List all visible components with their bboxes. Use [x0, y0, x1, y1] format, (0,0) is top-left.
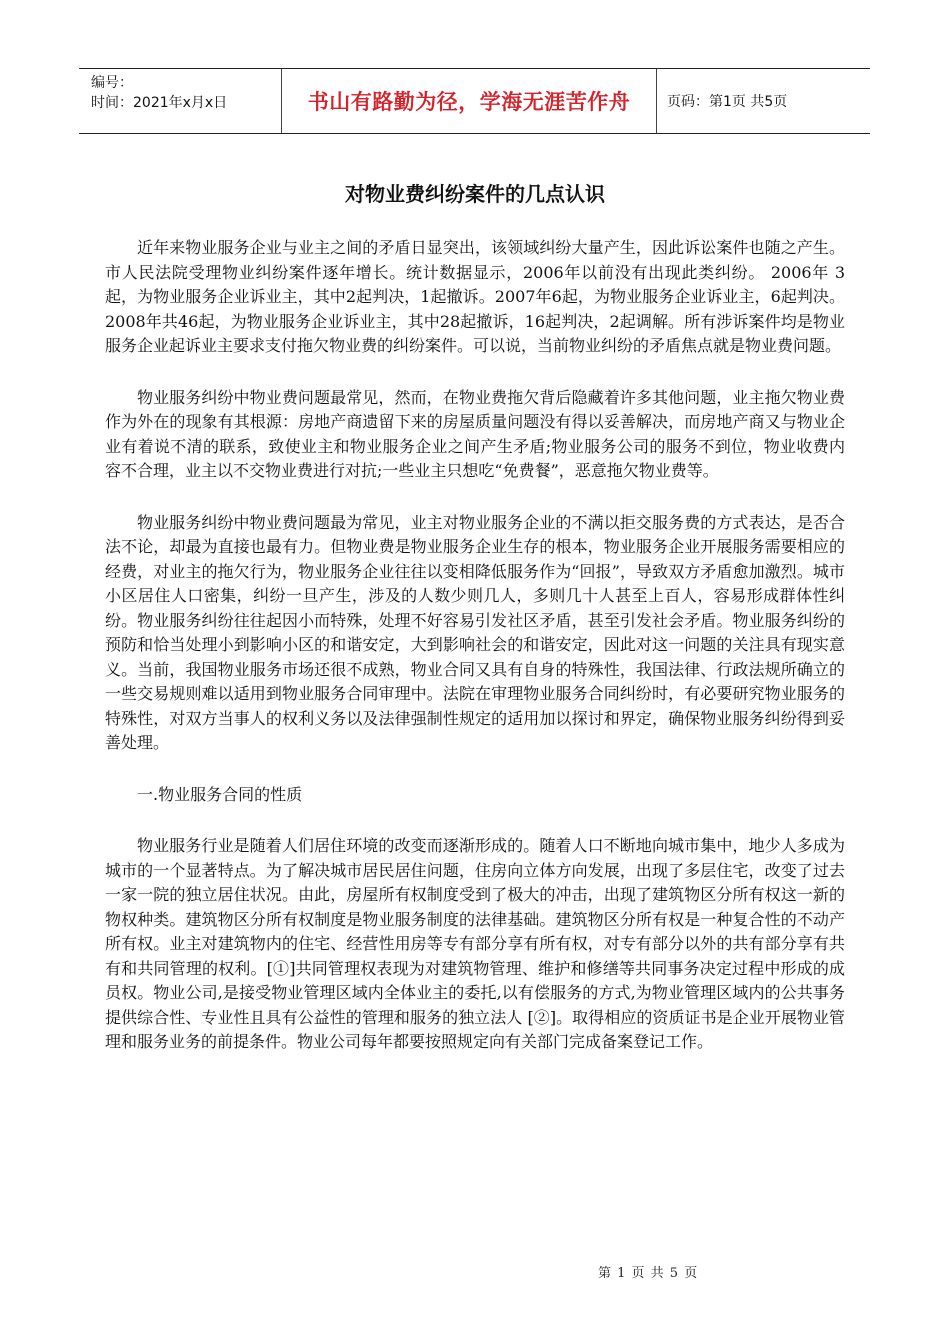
- section-heading: 一.物业服务合同的性质: [137, 784, 303, 804]
- paragraph-4: 物业服务行业是随着人们居住环境的改变而逐渐形成的。随着人口不断地向城市集中，地少人多成为城市的一个显著特点。为了解决城市居民居住问题，住房向立体方向发展，出现了多层住宅，改变了过去一家一院的独立居住状况。由此，房屋所有权制度受到了极大的冲击，出现了建筑物区分所有权这一新的物权种类。建筑物区分所有权制度是物业服务制度的法律基础。建筑物区分所有权是一种复合性的不动产所有权。业主对建筑物内的住宅、经营性用房等专有部分享有所有权，对专有部分以外的共有部分享有共有和共同管理的权利。[①]共同管理权表现为对建筑物管理、维护和修缮等共同事务决定过程中形成的成员权。物业公司,是接受物业管理区域内全体业主的委托,以有偿服务的方式,为物业管理区域内的公共事务提供综合性、专业性且具有公益性的管理和服务的独立法人 [②]。取得相应的资质证书是企业开展物业管理和服务业务的前提条件。物业公司每年都要按照规定向有关部门完成备案登记工作。: [105, 836, 845, 1051]
- motto: 书山有路勤为径，学海无涯苦作舟: [281, 69, 657, 133]
- document-header: [79, 68, 870, 134]
- page-info: 页码：第1页 共5页: [667, 94, 788, 110]
- document-body: [105, 236, 845, 1082]
- paragraph-3: 物业服务纠纷中物业费问题最为常见，业主对物业服务企业的不满以拒交服务费的方式表达，是否合法不论，却最为直接也最有力。但物业费是物业服务企业生存的根本，物业服务企业开展服务需要相应的经费，对业主的拖欠行为，物业服务企业往往以变相降低服务作为“回报”，导致双方矛盾愈加激烈。城市小区居住人口密集，纠纷一旦产生，涉及的人数少则几人，多则几十人甚至上百人，容易形成群体性纠纷。物业服务纠纷往往起因小而特殊，处理不好容易引发社区矛盾，甚至引发社会矛盾。物业服务纠纷的预防和恰当处理小到影响小区的和谐安定，大到影响社会的和谐安定，因此对这一问题的关注具有现实意义。当前，我国物业服务市场还很不成熟，物业合同又具有自身的特殊性，我国法律、行政法规所确立的一些交易规则难以适用到物业服务合同审理中。法院在审理物业服务合同纠纷时，有必要研究物业服务的特殊性，对双方当事人的权利义务以及法律强制性规定的适用加以探讨和界定，确保物业服务纠纷得到妥善处理。: [105, 512, 845, 752]
- paragraph-1: 近年来物业服务企业与业主之间的矛盾日显突出，该领域纠纷大量产生，因此诉讼案件也随之产生。市人民法院受理物业纠纷案件逐年增长。统计数据显示，2006年以前没有出现此类纠纷。 2006年 3起，为物业服务企业诉业主，其中2起判决，1起撤诉。2007年6起，为物业服务企业诉业主，6起判决。2008年共46起，为物业服务企业诉业主，其中28起撤诉，16起判决，2起调解。所有涉诉案件均是物业服务企业起诉业主要求支付拖欠物业费的纠纷案件。可以说，当前物业纠纷的矛盾焦点就是物业费问题。: [105, 238, 845, 355]
- paragraph-2: 物业服务纠纷中物业费问题最常见，然而，在物业费拖欠背后隐藏着许多其他问题，业主拖欠物业费作为外在的现象有其根源：房地产商遗留下来的房屋质量问题没有得以妥善解决，而房地产商又与物业企业有着说不清的联系，致使业主和物业服务企业之间产生矛盾;物业服务公司的服务不到位，物业收费内容不合理，业主以不交物业费进行对抗;一些业主只想吃“免费餐”，恶意拖欠物业费等。: [105, 387, 845, 480]
- page-title: 对物业费纠纷案件的几点认识: [345, 182, 605, 206]
- number-label: 编号：: [91, 75, 133, 91]
- page-footer: 第 1 页 共 5 页: [598, 1266, 699, 1281]
- time-label: 时间：2021年x月x日: [91, 95, 228, 111]
- header-meta: [79, 69, 281, 133]
